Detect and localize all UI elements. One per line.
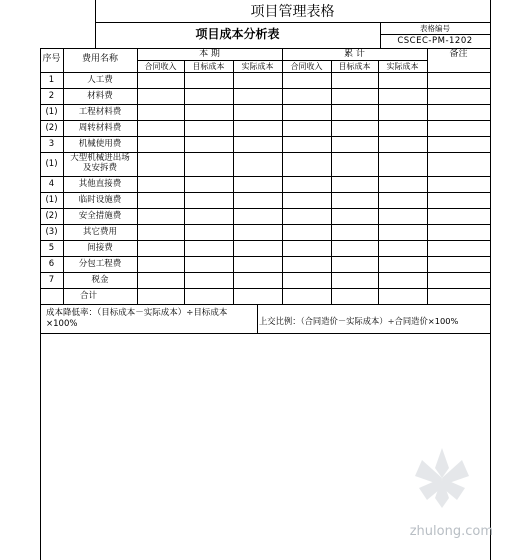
value-cell[interactable] bbox=[184, 240, 233, 256]
value-cell[interactable] bbox=[331, 224, 378, 240]
table-row bbox=[0, 120, 515, 136]
value-cell[interactable] bbox=[282, 256, 331, 272]
cost-reduction-formula: 成本降低率：（目标成本－实际成本）÷目标成本×100% bbox=[46, 308, 228, 329]
table-row bbox=[0, 88, 515, 104]
table-row bbox=[0, 136, 515, 152]
value-cell[interactable] bbox=[282, 136, 331, 152]
value-cell[interactable] bbox=[427, 272, 490, 288]
row-name: 其它费用 bbox=[82, 227, 117, 237]
value-cell[interactable] bbox=[233, 152, 282, 176]
table-row bbox=[0, 256, 515, 272]
zhulong-logo-icon bbox=[387, 438, 497, 538]
value-cell[interactable] bbox=[137, 120, 184, 136]
value-cell[interactable] bbox=[331, 176, 378, 192]
row-seq: 2 bbox=[48, 91, 55, 101]
value-cell[interactable] bbox=[427, 256, 490, 272]
value-cell[interactable] bbox=[137, 272, 184, 288]
value-cell[interactable] bbox=[184, 288, 233, 304]
row-name: 税金 bbox=[91, 275, 109, 285]
value-cell[interactable] bbox=[378, 88, 427, 104]
value-cell[interactable] bbox=[378, 256, 427, 272]
value-cell[interactable] bbox=[282, 272, 331, 288]
value-cell[interactable] bbox=[331, 136, 378, 152]
table-row bbox=[0, 104, 515, 120]
watermark bbox=[387, 438, 497, 538]
value-cell[interactable] bbox=[184, 136, 233, 152]
value-cell[interactable] bbox=[282, 176, 331, 192]
value-cell[interactable] bbox=[233, 288, 282, 304]
form-title: 项目成本分析表 bbox=[195, 27, 280, 41]
table-row bbox=[0, 288, 515, 304]
value-cell[interactable] bbox=[233, 256, 282, 272]
document-title: 项目管理表格 bbox=[250, 4, 335, 20]
value-cell[interactable] bbox=[233, 240, 282, 256]
value-cell[interactable] bbox=[427, 224, 490, 240]
subheader-cum-actual-cost: 实际成本 bbox=[386, 62, 419, 71]
value-cell[interactable] bbox=[378, 288, 427, 304]
row-seq: 1 bbox=[48, 75, 55, 85]
subheader-actual-cost: 实际成本 bbox=[241, 62, 274, 71]
value-cell[interactable] bbox=[233, 176, 282, 192]
value-cell[interactable] bbox=[282, 288, 331, 304]
value-cell[interactable] bbox=[378, 136, 427, 152]
value-cell[interactable] bbox=[331, 192, 378, 208]
value-cell[interactable] bbox=[233, 272, 282, 288]
value-cell[interactable] bbox=[331, 256, 378, 272]
value-cell[interactable] bbox=[184, 176, 233, 192]
value-cell[interactable] bbox=[378, 72, 427, 88]
value-cell[interactable] bbox=[331, 104, 378, 120]
value-cell[interactable] bbox=[378, 176, 427, 192]
value-cell[interactable] bbox=[137, 136, 184, 152]
table-row bbox=[0, 192, 515, 208]
value-cell[interactable] bbox=[427, 104, 490, 120]
row-seq: (1) bbox=[45, 159, 58, 169]
row-seq: 7 bbox=[48, 275, 55, 285]
row-name: 合计 bbox=[79, 291, 97, 301]
value-cell[interactable] bbox=[137, 224, 184, 240]
value-cell[interactable] bbox=[184, 192, 233, 208]
value-cell[interactable] bbox=[427, 136, 490, 152]
value-cell[interactable] bbox=[427, 208, 490, 224]
value-cell[interactable] bbox=[282, 224, 331, 240]
value-cell[interactable] bbox=[427, 288, 490, 304]
row-seq: 5 bbox=[48, 243, 55, 253]
value-cell[interactable] bbox=[378, 208, 427, 224]
value-cell[interactable] bbox=[137, 192, 184, 208]
value-cell[interactable] bbox=[282, 192, 331, 208]
value-cell[interactable] bbox=[184, 224, 233, 240]
value-cell[interactable] bbox=[427, 176, 490, 192]
value-cell[interactable] bbox=[233, 88, 282, 104]
value-cell[interactable] bbox=[331, 72, 378, 88]
value-cell[interactable] bbox=[233, 72, 282, 88]
value-cell[interactable] bbox=[137, 288, 184, 304]
value-cell[interactable] bbox=[378, 272, 427, 288]
watermark-text: zhulong.com bbox=[409, 524, 493, 539]
row-name: 间接费 bbox=[87, 243, 113, 253]
table-row bbox=[0, 272, 515, 288]
value-cell[interactable] bbox=[184, 272, 233, 288]
value-cell[interactable] bbox=[282, 240, 331, 256]
value-cell[interactable] bbox=[378, 104, 427, 120]
value-cell[interactable] bbox=[378, 192, 427, 208]
value-cell[interactable] bbox=[282, 208, 331, 224]
value-cell[interactable] bbox=[427, 192, 490, 208]
row-name: 工程材料费 bbox=[78, 107, 122, 117]
row-name: 人工费 bbox=[87, 75, 113, 85]
column-header-name: 费用名称 bbox=[81, 54, 118, 64]
value-cell[interactable] bbox=[378, 240, 427, 256]
value-cell[interactable] bbox=[233, 136, 282, 152]
row-name: 临时设施费 bbox=[78, 195, 122, 205]
value-cell[interactable] bbox=[331, 272, 378, 288]
value-cell[interactable] bbox=[331, 152, 378, 176]
row-seq: (1) bbox=[45, 195, 58, 205]
row-seq: 6 bbox=[48, 259, 55, 269]
row-seq: (3) bbox=[45, 227, 58, 237]
value-cell[interactable] bbox=[233, 224, 282, 240]
value-cell[interactable] bbox=[233, 120, 282, 136]
value-cell[interactable] bbox=[184, 88, 233, 104]
value-cell[interactable] bbox=[233, 208, 282, 224]
value-cell[interactable] bbox=[137, 72, 184, 88]
value-cell[interactable] bbox=[427, 240, 490, 256]
value-cell[interactable] bbox=[282, 72, 331, 88]
table-row bbox=[0, 72, 515, 88]
form-code-label: 表格编号 bbox=[420, 24, 450, 33]
row-name: 周转材料费 bbox=[78, 123, 122, 133]
row-seq: (2) bbox=[45, 211, 58, 221]
table-row bbox=[0, 208, 515, 224]
value-cell[interactable] bbox=[233, 104, 282, 120]
value-cell[interactable] bbox=[427, 152, 490, 176]
table-row bbox=[0, 176, 515, 192]
table-row bbox=[0, 240, 515, 256]
subheader-target-cost: 目标成本 bbox=[192, 62, 225, 71]
value-cell[interactable] bbox=[184, 152, 233, 176]
column-header-seq: 序号 bbox=[42, 54, 61, 64]
row-seq: (2) bbox=[45, 123, 58, 133]
value-cell[interactable] bbox=[137, 152, 184, 176]
value-cell[interactable] bbox=[427, 72, 490, 88]
value-cell[interactable] bbox=[137, 104, 184, 120]
subheader-contract-revenue: 合同收入 bbox=[144, 62, 177, 71]
value-cell[interactable] bbox=[184, 104, 233, 120]
row-seq: (1) bbox=[45, 107, 58, 117]
value-cell[interactable] bbox=[331, 240, 378, 256]
value-cell[interactable] bbox=[282, 104, 331, 120]
value-cell[interactable] bbox=[233, 192, 282, 208]
form-code: CSCEC-PM-1202 bbox=[397, 36, 473, 46]
value-cell[interactable] bbox=[331, 88, 378, 104]
value-cell[interactable] bbox=[378, 152, 427, 176]
value-cell[interactable] bbox=[137, 240, 184, 256]
column-header-cumulative: 累 计 bbox=[344, 49, 365, 59]
value-cell[interactable] bbox=[427, 88, 490, 104]
row-seq: 4 bbox=[48, 179, 55, 189]
row-name: 安全措施费 bbox=[78, 211, 122, 221]
value-cell[interactable] bbox=[282, 152, 331, 176]
value-cell[interactable] bbox=[378, 224, 427, 240]
value-cell[interactable] bbox=[331, 120, 378, 136]
value-cell[interactable] bbox=[137, 88, 184, 104]
table-row bbox=[0, 152, 515, 176]
row-name: 机械使用费 bbox=[78, 139, 122, 149]
row-name: 其他直接费 bbox=[78, 179, 122, 189]
handover-ratio-formula: 上交比例：（合同造价－实际成本）÷合同造价×100% bbox=[259, 316, 459, 326]
value-cell[interactable] bbox=[378, 120, 427, 136]
value-cell[interactable] bbox=[184, 256, 233, 272]
table-row bbox=[0, 224, 515, 240]
value-cell[interactable] bbox=[282, 120, 331, 136]
row-name: 材料费 bbox=[87, 91, 113, 101]
row-name: 大型机械进出场及安拆费 bbox=[70, 153, 130, 173]
value-cell[interactable] bbox=[282, 88, 331, 104]
value-cell[interactable] bbox=[427, 120, 490, 136]
value-cell[interactable] bbox=[137, 208, 184, 224]
value-cell[interactable] bbox=[184, 72, 233, 88]
value-cell[interactable] bbox=[331, 208, 378, 224]
column-header-current-period: 本 期 bbox=[199, 49, 220, 59]
subheader-cum-target-cost: 目标成本 bbox=[338, 62, 371, 71]
row-name: 分包工程费 bbox=[78, 259, 122, 269]
subheader-cum-contract-revenue: 合同收入 bbox=[290, 62, 323, 71]
value-cell[interactable] bbox=[184, 208, 233, 224]
value-cell[interactable] bbox=[331, 288, 378, 304]
value-cell[interactable] bbox=[184, 120, 233, 136]
value-cell[interactable] bbox=[137, 256, 184, 272]
value-cell[interactable] bbox=[137, 176, 184, 192]
column-header-remark: 备注 bbox=[449, 49, 468, 59]
row-seq: 3 bbox=[48, 139, 55, 149]
